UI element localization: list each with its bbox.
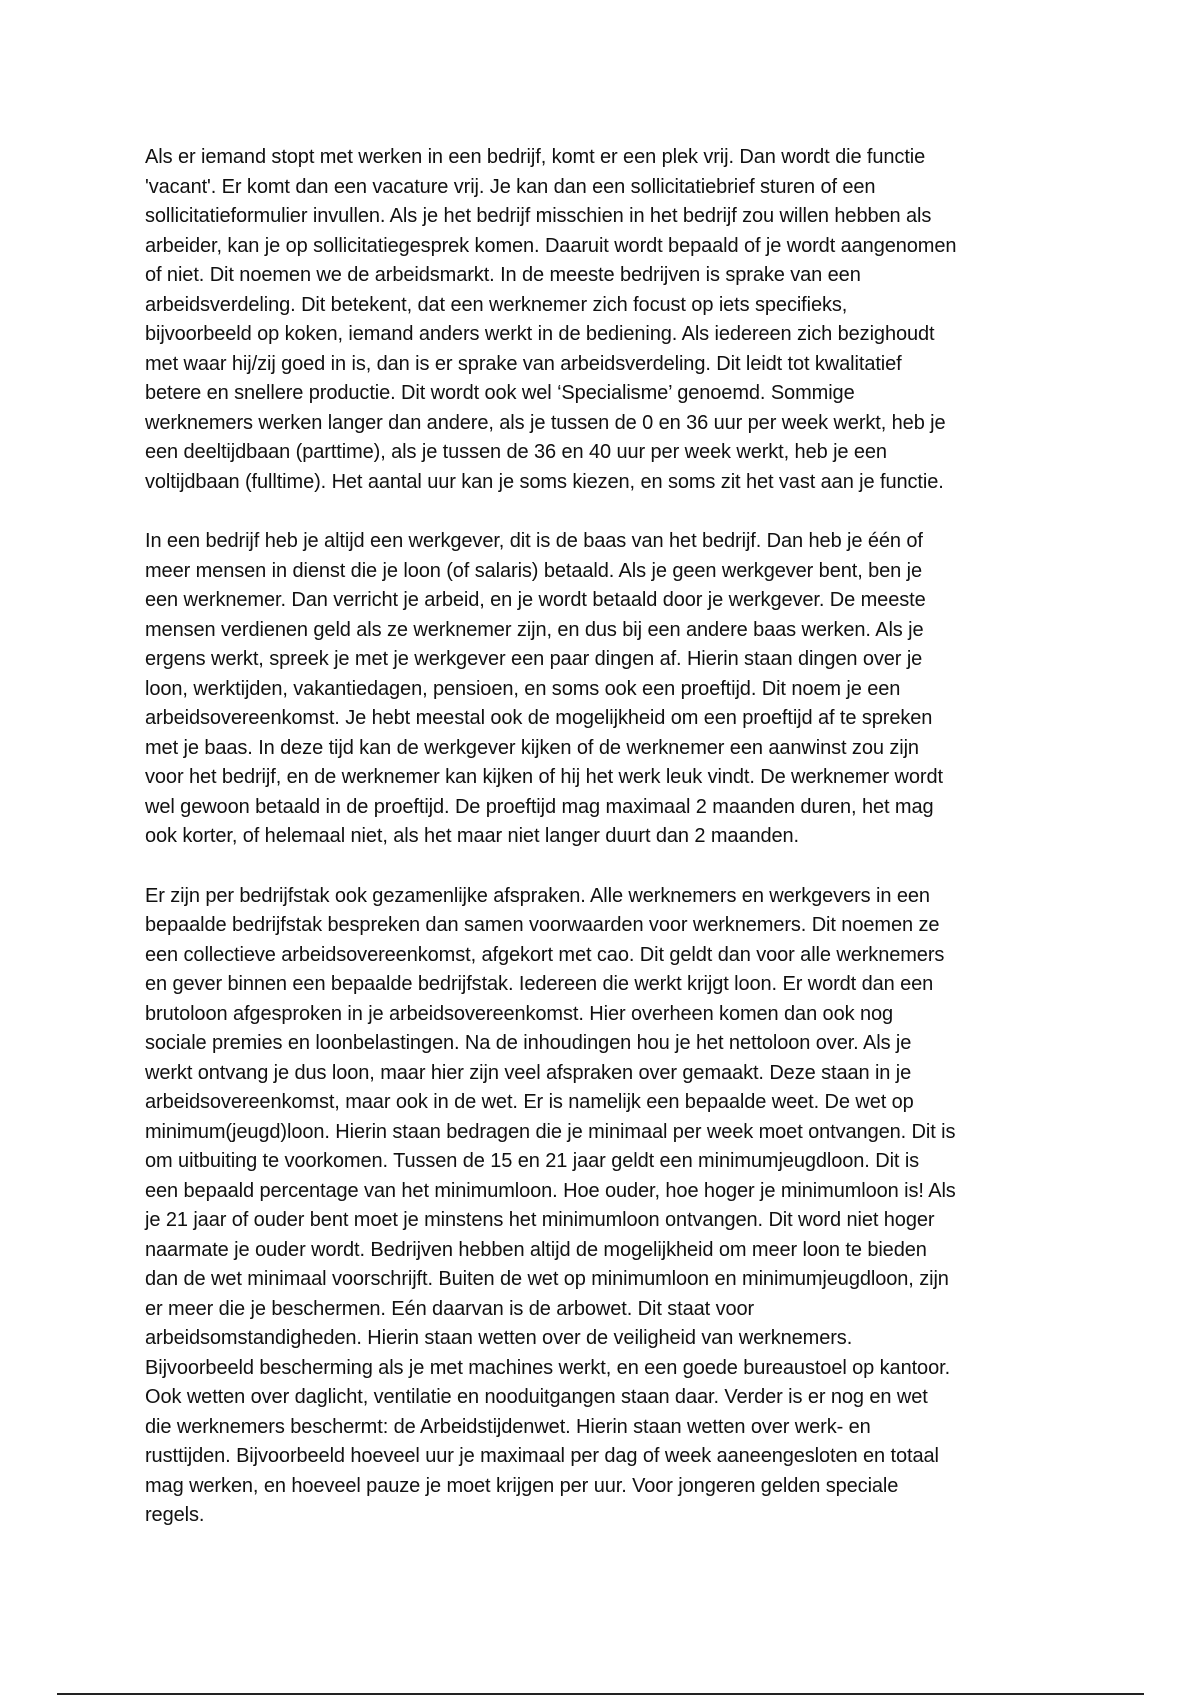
paragraph-vacatures-arbeidsverdeling: Als er iemand stopt met werken in een bedrijf, komt er een plek vrij. Dan wordt die functie 'vacant'. Er komt dan een vacature vrij. Je kan dan een sollicitatiebrief sturen of een sollicitatieformulier invullen. Als je het bedrijf misschien in het bedrijf zou willen hebben als arbeider, kan je op sollicitatiegesprek komen. Daaruit wordt bepaald of je wordt aangenomen of niet. Dit noemen we de arbeidsmarkt. In de meeste bedrijven is sprake van een arbeidsverdeling. Dit betekent, dat een werknemer zich focust op iets specifieks, bijvoorbeeld op koken, iemand anders werkt in de bediening. Als iedereen zich bezighoudt met waar hij/zij goed in is, dan is er sprake van arbeidsverdeling. Dit leidt tot kwalitatief betere en snellere productie. Dit wordt ook wel ‘Specialisme’ genoemd. Sommige werknemers werken langer dan andere, als je tussen de 0 en 36 uur per week werkt, heb je een deeltijdbaan (parttime), als je tussen de 36 en 40 uur per week werkt, heb je een voltijdbaan (fulltime). Het aantal uur kan je soms kiezen, en soms zit het vast aan je functie. [145,146,957,493]
bottom-divider [57,1693,1144,1695]
paragraph-cao-minimumloon-wetten: Er zijn per bedrijfstak ook gezamenlijke afspraken. Alle werknemers en werkgevers in een bepaalde bedrijfstak bespreken dan samen voorwaarden voor werknemers. Dit noemen ze een collectieve arbeidsovereenkomst, afgekort met cao. Dit geldt dan voor alle werknemers en gever binnen een bepaalde bedrijfstak. Iedereen die werkt krijgt loon. Er wordt dan een brutoloon afgesproken in je arbeidsovereenkomst. Hier overheen komen dan ook nog sociale premies en loonbelastingen. Na de inhoudingen hou je het nettoloon over. Als je werkt ontvang je dus loon, maar hier zijn veel afspraken over gemaakt. Deze staan in je arbeidsovereenkomst, maar ook in de wet. Er is namelijk een bepaalde weet. De wet op minimum(jeugd)loon. Hierin staan bedragen die je minimaal per week moet ontvangen. Dit is om uitbuiting te voorkomen. Tussen de 15 en 21 jaar geldt een minimumjeugdloon. Dit is een bepaald percentage van het minimumloon. Hoe ouder, hoe hoger je minimumloon is! Als je 21 jaar of ouder bent moet je minstens het minimumloon ontvangen. Dit word niet hoger naarmate je ouder wordt. Bedrijven hebben altijd de mogelijkheid om meer loon te bieden dan de wet minimaal voorschrijft. Buiten de wet op minimumloon en minimumjeugdloon, zijn er meer die je beschermen. Eén daarvan is de arbowet. Dit staat voor arbeidsomstandigheden. Hierin staan wetten over de veiligheid van werknemers. Bijvoorbeeld bescherming als je met machines werkt, en een goede bureaustoel op kantoor. Ook wetten over daglicht, ventilatie en nooduitgangen staan daar. Verder is er nog en wet die werknemers beschermt: de Arbeidstijdenwet. Hierin staan wetten over werk- en rusttijden. Bijvoorbeeld hoeveel uur je maximaal per dag of week aaneengesloten en totaal mag werken, en hoeveel pauze je moet krijgen per uur. Voor jongeren gelden speciale regels. [145,884,956,1526]
document-body [145,143,1065,1561]
paragraph-werkgever-werknemer: In een bedrijf heb je altijd een werkgever, dit is de baas van het bedrijf. Dan heb je één of meer mensen in dienst die je loon (of salaris) betaald. Als je geen werkgever bent, ben je een werknemer. Dan verricht je arbeid, en je wordt betaald door je werkgever. De meeste mensen verdienen geld als ze werknemer zijn, en dus bij een andere baas werken. Als je ergens werkt, spreek je met je werkgever een paar dingen af. Hierin staan dingen over je loon, werktijden, vakantiedagen, pensioen, en soms ook een proeftijd. Dit noem je een arbeidsovereenkomst. Je hebt meestal ook de mogelijkheid om een proeftijd af te spreken met je baas. In deze tijd kan de werkgever kijken of de werknemer een aanwinst zou zijn voor het bedrijf, en de werknemer kan kijken of hij het werk leuk vindt. De werknemer wordt wel gewoon betaald in de proeftijd. De proeftijd mag maximaal 2 maanden duren, het mag ook korter, of helemaal niet, als het maar niet langer duurt dan 2 maanden. [145,530,943,847]
